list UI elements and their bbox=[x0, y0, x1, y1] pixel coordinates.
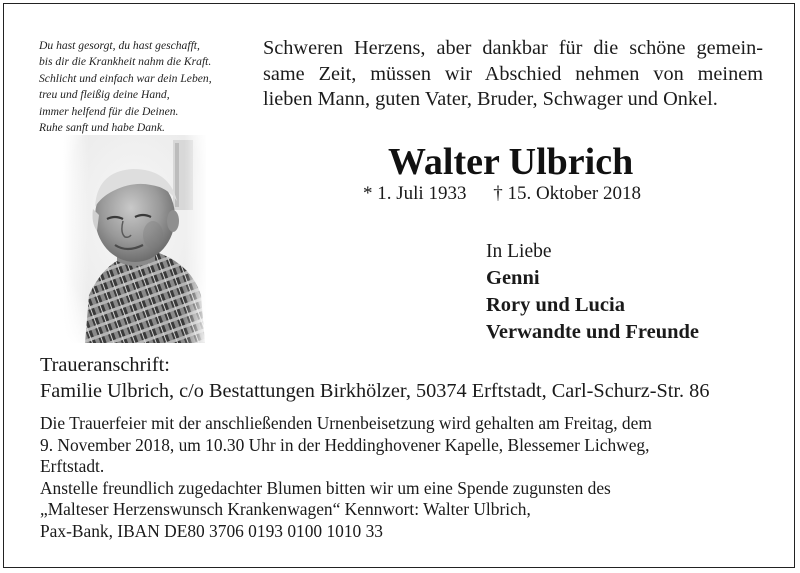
mourner-name: Verwandte und Freunde bbox=[486, 321, 700, 343]
intro-line: Schweren Herzens, aber dankbar für die schöne gemein- bbox=[263, 37, 763, 59]
intro-line: same Zeit, müssen wir Abschied nehmen von meinem bbox=[263, 62, 763, 85]
notice-line: Die Trauerfeier mit der anschließenden Urnenbeisetzung wird gehalten am Freitag, dem bbox=[40, 413, 652, 433]
deceased-name: Walter Ulbrich bbox=[388, 141, 634, 183]
funeral-notice bbox=[40, 413, 755, 543]
portrait-photo bbox=[63, 135, 206, 343]
mourners-lead: In Liebe bbox=[486, 241, 552, 262]
poem-line: Ruhe sanft und habe Dank. bbox=[39, 121, 165, 135]
memorial-poem bbox=[39, 38, 254, 136]
notice-line: Anstelle freundlich zugedachter Blumen bitten wir um eine Spende zugunsten des bbox=[40, 477, 611, 498]
poem-line: Schlicht und einfach war dein Leben, bbox=[39, 71, 212, 85]
poem-line: Du hast gesorgt, du hast geschafft, bbox=[39, 39, 200, 52]
notice-line: Erftstadt. bbox=[40, 456, 105, 477]
mourners-block bbox=[486, 238, 699, 346]
death-date: † 15. Oktober 2018 bbox=[493, 183, 641, 204]
notice-line: 9. November 2018, um 10.30 Uhr in der Heddinghovener Kapelle, Blessemer Lichweg, bbox=[40, 434, 650, 455]
address-label: Traueranschrift: bbox=[40, 354, 170, 376]
poem-line: immer helfend für die Deinen. bbox=[39, 104, 179, 118]
birth-date: * 1. Juli 1933 bbox=[363, 183, 467, 204]
mourning-address bbox=[40, 353, 709, 404]
poem-line: bis dir die Krankheit nahm die Kraft. bbox=[39, 55, 212, 69]
poem-line: treu und fleißig deine Hand, bbox=[39, 88, 170, 102]
mourner-name: Genni bbox=[486, 267, 540, 289]
notice-line: Pax-Bank, IBAN DE80 3706 0193 0100 1010 33 bbox=[40, 520, 383, 541]
life-dates bbox=[363, 183, 641, 205]
mourner-name: Rory und Lucia bbox=[486, 294, 625, 316]
address-line: Familie Ulbrich, c/o Bestattungen Birkhölzer, 50374 Erftstadt, Carl-Schurz-Str. 86 bbox=[40, 379, 710, 402]
notice-line: „Malteser Herzenswunsch Krankenwagen“ Kennwort: Walter Ulbrich, bbox=[40, 499, 531, 520]
intro-line: lieben Mann, guten Vater, Bruder, Schwager und Onkel. bbox=[263, 88, 718, 110]
intro-text bbox=[263, 36, 763, 113]
